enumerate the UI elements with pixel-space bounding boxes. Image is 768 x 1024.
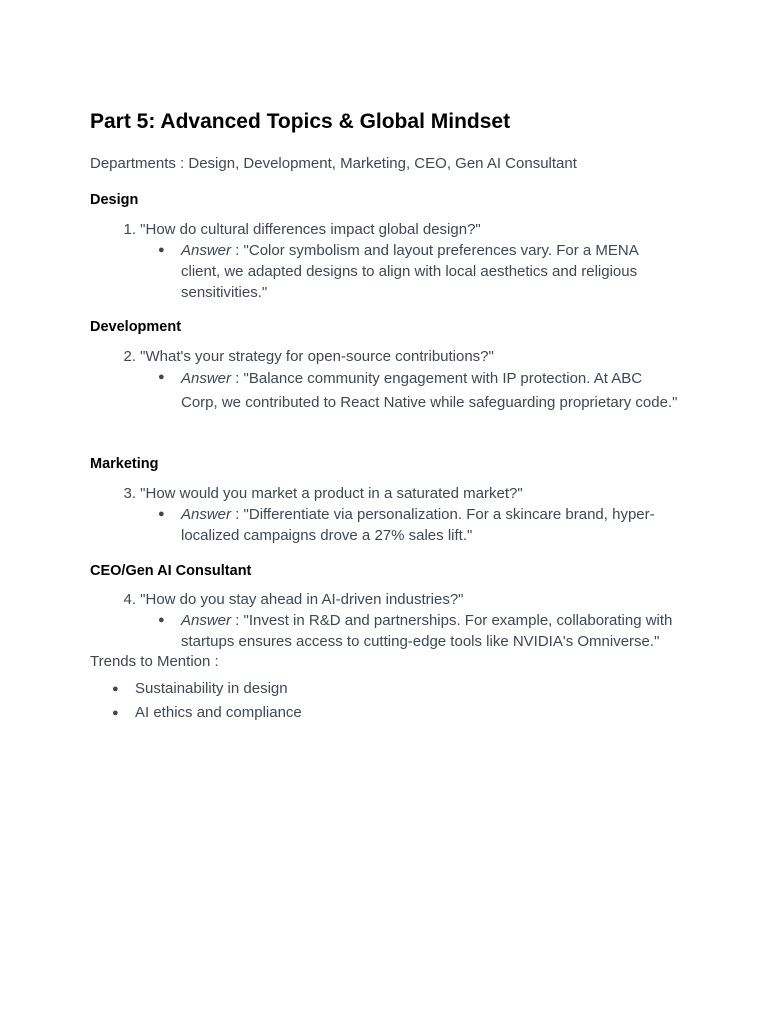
bullet-icon: ●	[158, 614, 165, 626]
question-2	[112, 348, 494, 365]
bullet-icon: ●	[158, 371, 165, 383]
answer-label: Answer	[181, 506, 232, 523]
question-text: "How would you market a product in a saturated market?"	[140, 485, 523, 502]
question-text: "What's your strategy for open-source contributions?"	[140, 348, 494, 365]
question-number: 3.	[123, 485, 136, 502]
question-text: "How do cultural differences impact global design?"	[140, 221, 481, 238]
answer-label: Answer	[181, 612, 232, 629]
answer-text: : "Invest in R&D and partnerships. For example, collaborating with startups ensures access to cutting-edge tools like NVIDIA's Omniverse."	[181, 612, 673, 650]
trend-item	[112, 704, 302, 721]
bullet-icon: ●	[112, 683, 119, 695]
question-3	[112, 485, 523, 502]
answer-label: Answer	[181, 370, 232, 387]
question-number: 1.	[123, 221, 136, 238]
answer-4	[158, 610, 678, 652]
question-number: 4.	[123, 591, 136, 608]
trend-item	[112, 680, 288, 697]
trend-text: Sustainability in design	[135, 680, 288, 697]
section-heading-ceo-gen-ai: CEO/Gen AI Consultant	[90, 563, 252, 579]
question-number: 2.	[123, 348, 136, 365]
section-heading-development: Development	[90, 319, 182, 335]
bullet-icon: ●	[158, 508, 165, 520]
answer-label: Answer	[181, 242, 232, 259]
trends-label: Trends to Mention :	[90, 653, 219, 670]
trend-text: AI ethics and compliance	[135, 704, 302, 721]
bullet-icon: ●	[158, 244, 165, 256]
answer-text: : "Balance community engagement with IP protection. At ABC Corp, we contributed to React Native while safeguarding proprietary code."	[181, 370, 678, 411]
section-heading-design: Design	[90, 192, 139, 208]
question-text: "How do you stay ahead in AI-driven industries?"	[140, 591, 464, 608]
answer-text: : "Differentiate via personalization. For a skincare brand, hyper-localized campaigns drove a 27% sales lift."	[181, 506, 655, 544]
departments-line: Departments : Design, Development, Marketing, CEO, Gen AI Consultant	[90, 155, 577, 172]
answer-3	[158, 504, 678, 546]
question-4	[112, 591, 464, 608]
answer-1	[158, 240, 678, 303]
answer-text: : "Color symbolism and layout preferences vary. For a MENA client, we adapted designs to align with local aesthetics and religious sensitivities."	[181, 242, 638, 301]
question-1	[112, 221, 481, 238]
section-heading-marketing: Marketing	[90, 456, 159, 472]
bullet-icon: ●	[112, 707, 119, 719]
page-title: Part 5: Advanced Topics & Global Mindset	[90, 110, 511, 133]
answer-2	[158, 367, 678, 414]
